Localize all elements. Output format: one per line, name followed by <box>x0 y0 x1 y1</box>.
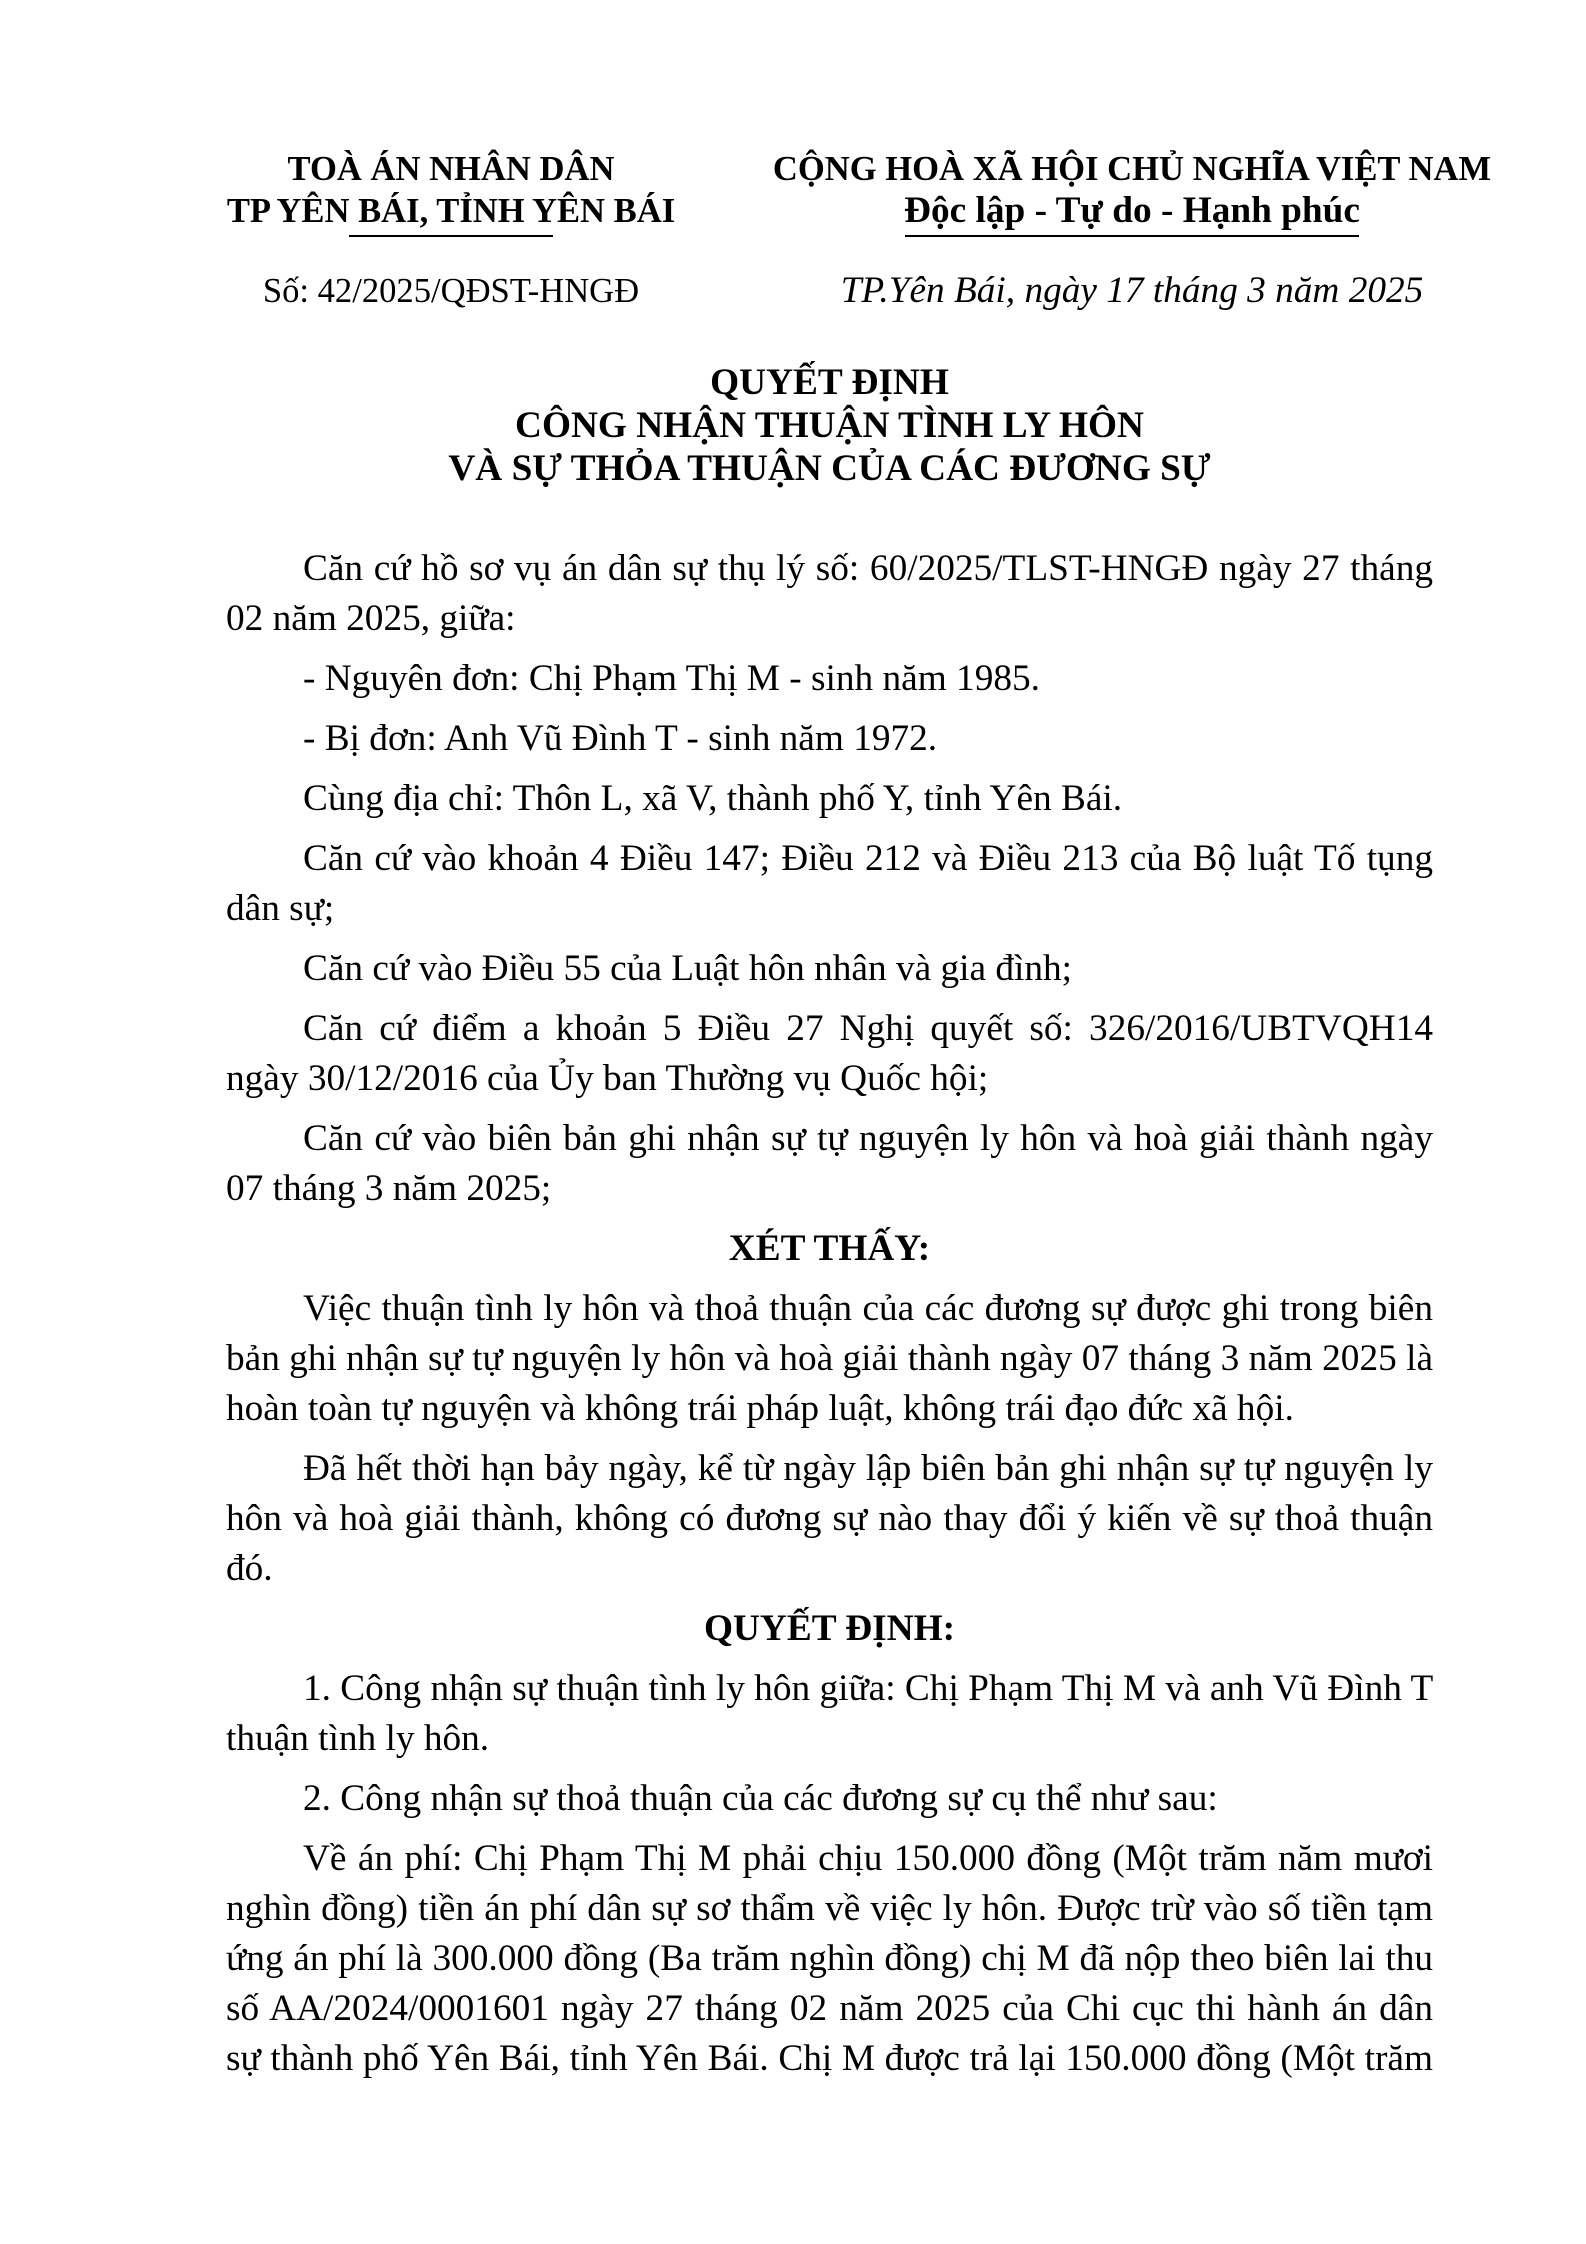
findings-paragraph-1 <box>226 1284 1433 1434</box>
paragraph-line: bản ghi nhận sự tự nguyện ly hôn và hoà giải thành ngày 07 tháng 3 năm 2025 là <box>226 1338 1433 1379</box>
paragraph-line: Về án phí: Chị Phạm Thị M phải chịu 150.000 đồng (Một trăm năm mươi <box>303 1838 1433 1879</box>
paragraph-line: Căn cứ vào biên bản ghi nhận sự tự nguyện ly hôn và hoà giải thành ngày <box>303 1118 1433 1159</box>
national-motto-underline <box>905 235 1359 237</box>
document-number: Số: 42/2025/QĐST-HNGĐ <box>262 272 640 310</box>
paragraph-line: Đã hết thời hạn bảy ngày, kể từ ngày lập biên bản ghi nhận sự tự nguyện ly <box>303 1448 1433 1489</box>
court-header <box>151 148 751 232</box>
decision-item-1 <box>226 1664 1433 1764</box>
paragraph-line: 1. Công nhận sự thuận tình ly hôn giữa: Chị Phạm Thị M và anh Vũ Đình T <box>303 1668 1434 1709</box>
paragraph-line: Căn cứ điểm a khoản 5 Điều 27 Nghị quyết số: 326/2016/UBTVQH14 <box>303 1008 1433 1049</box>
plaintiff-paragraph <box>226 654 1433 704</box>
place-date: TP.Yên Bái, ngày 17 tháng 3 năm 2025 <box>840 270 1424 311</box>
civil-procedure-basis-paragraph <box>226 834 1433 934</box>
paragraph-line: hoàn toàn tự nguyện và không trái pháp luật, không trái đạo đức xã hội. <box>226 1388 1294 1429</box>
paragraph-line: Cùng địa chỉ: Thôn L, xã V, thành phố Y, tỉnh Yên Bái. <box>303 778 1123 819</box>
court-location: TP YÊN BÁI, TỈNH YÊN BÁI <box>226 192 676 230</box>
national-motto: Độc lập - Tự do - Hạnh phúc <box>904 190 1360 231</box>
case-file-basis-paragraph <box>226 544 1433 644</box>
document-body <box>226 544 1433 2094</box>
title-line-3: VÀ SỰ THỎA THUẬN CỦA CÁC ĐƯƠNG SỰ <box>448 448 1211 489</box>
title-line-2: CÔNG NHẬN THUẬN TÌNH LY HÔN <box>515 405 1144 446</box>
paragraph-line: - Bị đơn: Anh Vũ Đình T - sinh năm 1972. <box>303 718 938 759</box>
document-title <box>226 361 1433 490</box>
defendant-paragraph <box>226 714 1433 764</box>
paragraph-line: sự thành phố Yên Bái, tỉnh Yên Bái. Chị M được trả lại 150.000 đồng (Một trăm <box>226 2038 1433 2079</box>
address-paragraph <box>226 774 1433 824</box>
decision-heading: QUYẾT ĐỊNH: <box>703 1608 956 1649</box>
court-fee-paragraph <box>226 1834 1433 2084</box>
title-line-1: QUYẾT ĐỊNH <box>710 362 949 403</box>
paragraph-line: thuận tình ly hôn. <box>226 1718 490 1759</box>
marriage-law-basis-paragraph <box>226 944 1433 994</box>
paragraph-line: nghìn đồng) tiền án phí dân sự sơ thẩm về việc ly hôn. Được trừ vào số tiền tạm <box>226 1888 1433 1929</box>
paragraph-line: ngày 30/12/2016 của Ủy ban Thường vụ Quốc hội; <box>226 1058 989 1099</box>
findings-paragraph-2 <box>226 1444 1433 1594</box>
paragraph-line: Căn cứ hồ sơ vụ án dân sự thụ lý số: 60/2025/TLST-HNGĐ ngày 27 tháng <box>303 548 1433 589</box>
paragraph-line: đó. <box>226 1548 273 1589</box>
paragraph-line: ứng án phí là 300.000 đồng (Ba trăm nghìn đồng) chị M đã nộp theo biên lai thu <box>226 1938 1433 1979</box>
paragraph-line: Căn cứ vào Điều 55 của Luật hôn nhân và gia đình; <box>303 948 1073 989</box>
resolution-basis-paragraph <box>226 1004 1433 1104</box>
national-header <box>752 148 1512 232</box>
court-name: TOÀ ÁN NHÂN DÂN <box>287 150 615 188</box>
paragraph-line: số AA/2024/0001601 ngày 27 tháng 02 năm 2025 của Chi cục thi hành án dân <box>226 1988 1433 2029</box>
findings-heading: XÉT THẤY: <box>728 1228 931 1269</box>
paragraph-line: - Nguyên đơn: Chị Phạm Thị M - sinh năm 1985. <box>303 658 1040 699</box>
paragraph-line: hôn và hoà giải thành, không có đương sự nào thay đổi ý kiến về sự thoả thuận <box>226 1498 1433 1539</box>
paragraph-line: 02 năm 2025, giữa: <box>226 598 516 639</box>
paragraph-line: dân sự; <box>226 888 335 929</box>
court-header-underline <box>349 235 553 237</box>
paragraph-line: 07 tháng 3 năm 2025; <box>226 1168 552 1209</box>
decision-item-2 <box>226 1774 1433 1824</box>
nation-name: CỘNG HOÀ XÃ HỘI CHỦ NGHĨA VIỆT NAM <box>772 150 1492 188</box>
paragraph-line: Căn cứ vào khoản 4 Điều 147; Điều 212 và Điều 213 của Bộ luật Tố tụng <box>303 838 1433 879</box>
reconciliation-record-basis-paragraph <box>226 1114 1433 1214</box>
paragraph-line: 2. Công nhận sự thoả thuận của các đương sự cụ thể như sau: <box>303 1778 1218 1819</box>
paragraph-line: Việc thuận tình ly hôn và thoả thuận của các đương sự được ghi trong biên <box>303 1288 1433 1329</box>
